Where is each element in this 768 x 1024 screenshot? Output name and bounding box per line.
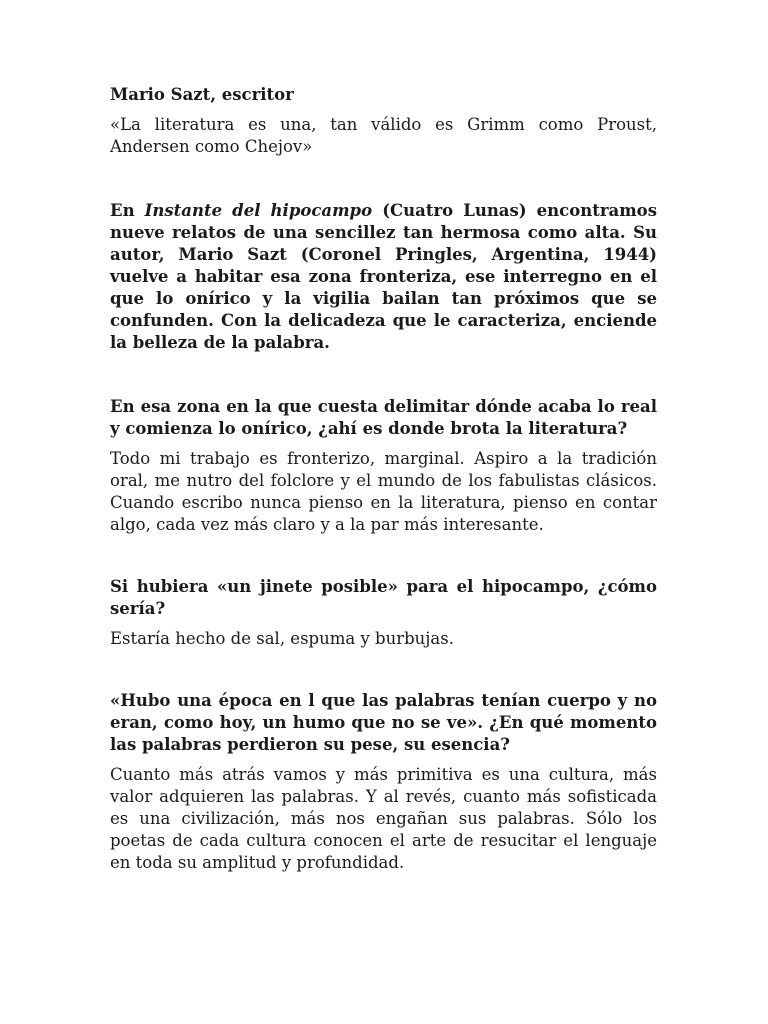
question-2: Si hubiera «un jinete posible» para el hipocampo, ¿cómo sería? (110, 577, 657, 618)
question-3: «Hubo una época en l que las palabras tenían cuerpo y no eran, como hoy, un humo que no se ve». ¿En qué momento las palabras perdieron su pese, su esencia? (110, 691, 657, 754)
answer-2: Estaría hecho de sal, espuma y burbujas. (110, 629, 454, 648)
document-page (110, 84, 657, 874)
intro-rest: (Cuatro Lunas) encontramos nueve relatos de una sencillez tan hermosa como alta. Su autor, Mario Sazt (Coronel Pringles, Argentina, 1944) vuelve a habitar esa zona fronteriza, ese interregno en el que lo onírico y la vigilia bailan tan próximos que se confunden. Con la delicadeza que le caracteriza, enciende la belleza de la palabra. (110, 201, 657, 352)
intro-paragraph (110, 200, 657, 354)
answer-3: Cuanto más atrás vamos y más primitiva es una cultura, más valor adquieren las palabras. Y al revés, cuanto más sofisticada es una civilización, más nos engañan sus palabras. Sólo los poetas de cada cultura conocen el arte de resucitar el lenguaje en toda su amplitud y profundidad. (110, 765, 657, 872)
answer-1: Todo mi trabajo es fronterizo, marginal. Aspiro a la tradición oral, me nutro del folclore y el mundo de los fabulistas clásicos. Cuando escribo nunca pienso en la literatura, pienso en contar algo, cada vez más claro y a la par más interesante. (110, 449, 657, 534)
article-title: Mario Sazt, escritor (110, 85, 294, 104)
headline-quote: «La literatura es una, tan válido es Grimm como Proust, Andersen como Chejov» (110, 115, 657, 156)
question-1: En esa zona en la que cuesta delimitar dónde acaba lo real y comienza lo onírico, ¿ahí es donde brota la literatura? (110, 397, 657, 438)
book-title: Instante del hipocampo (144, 201, 373, 220)
intro-prefix: En (110, 201, 145, 220)
